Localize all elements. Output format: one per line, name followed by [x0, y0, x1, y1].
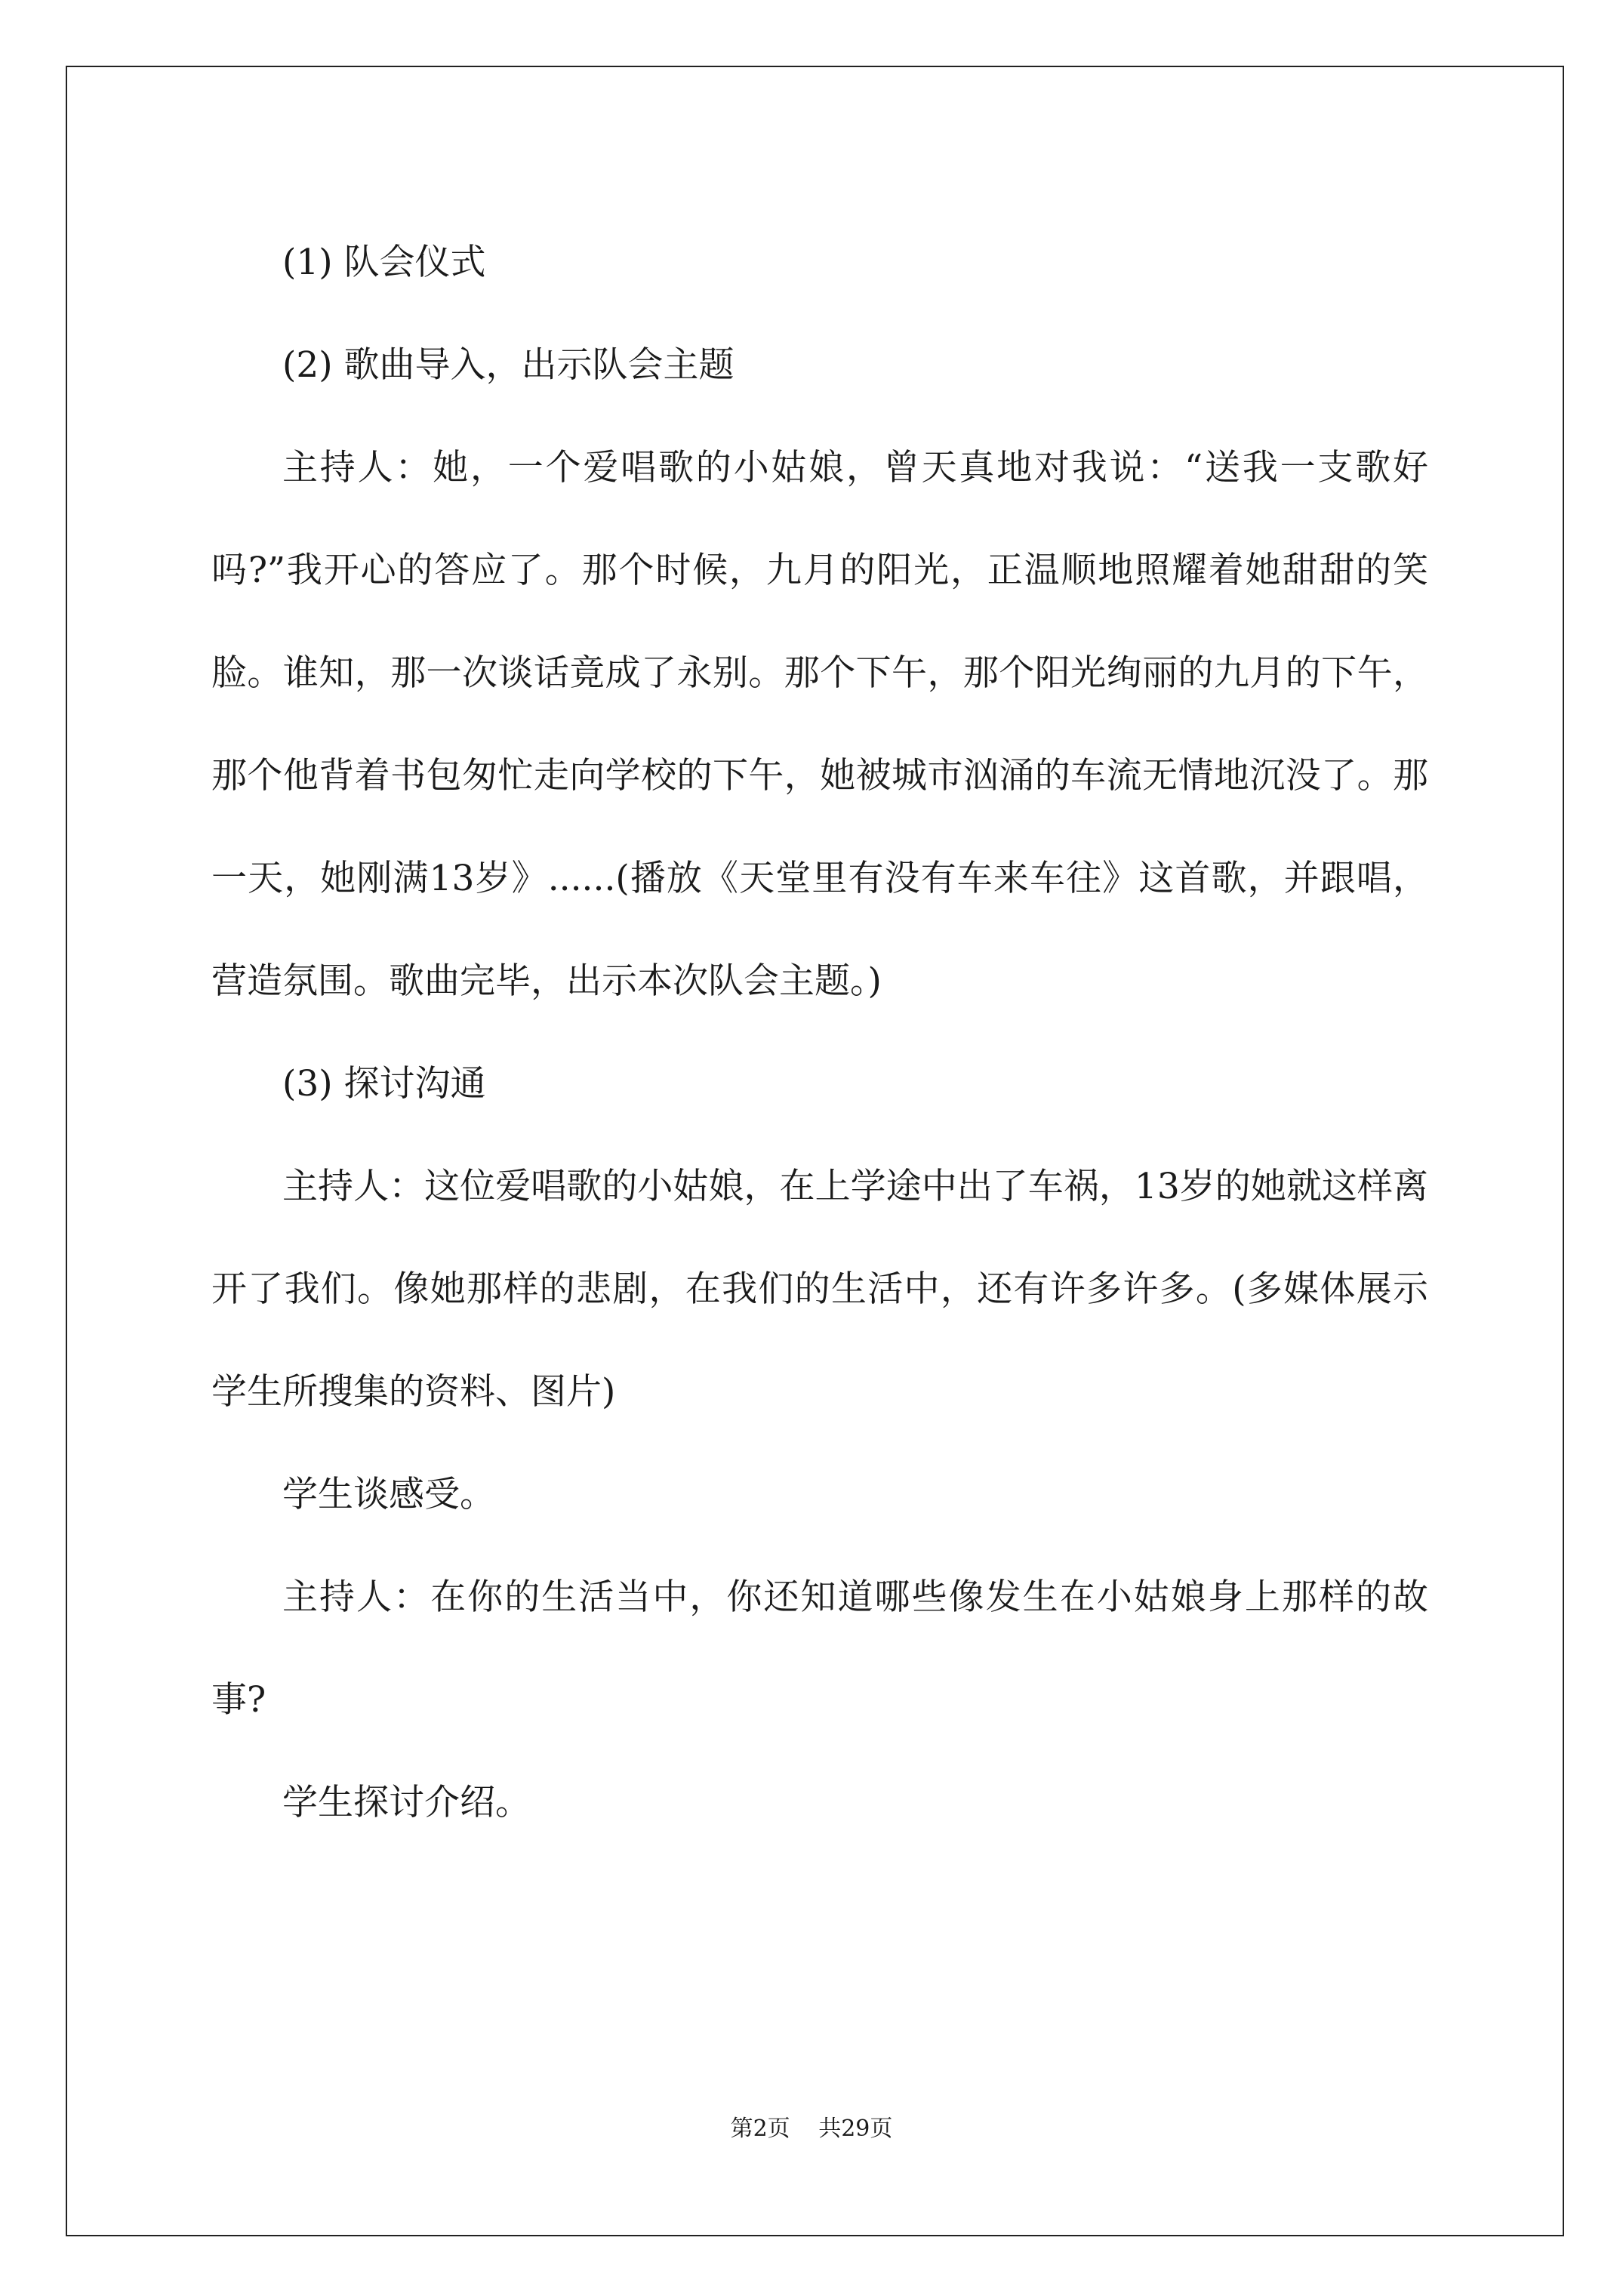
page-total: 共29页	[818, 2116, 893, 2142]
paragraph-discussion-heading: (3) 探讨沟通	[282, 1063, 486, 1105]
page-footer	[0, 2114, 1623, 2144]
paragraph-ceremony: (1) 队会仪式	[282, 242, 486, 283]
paragraph-student-intro: 学生探讨介绍。	[282, 1782, 531, 1823]
paragraph-host-story: 主持人：她，一个爱唱歌的小姑娘，曾天真地对我说：“送我一支歌好吗?”我开心的答应了。那个时候，九月的阳光，正温顺地照耀着她甜甜的笑脸。谁知，那一次谈话竟成了永别。那个下午，那个阳光绚丽的九月的下午，那个他背着书包匆忙走向学校的下午，她被城市汹涌的车流无情地沉没了。那一天，她刚满13岁》......(播放《天堂里有没有车来车往》这首歌，并跟唱，营造氛围。歌曲完毕，出示本次队会主题。)	[211, 447, 1428, 1002]
paragraph-student-feelings: 学生谈感受。	[282, 1474, 495, 1515]
paragraph-host-question: 主持人：在你的生活当中，你还知道哪些像发生在小姑娘身上那样的故事?	[211, 1576, 1428, 1721]
paragraph-host-accident: 主持人：这位爱唱歌的小姑娘，在上学途中出了车祸，13岁的她就这样离开了我们。像她那样的悲剧，在我们的生活中，还有许多许多。(多媒体展示学生所搜集的资料、图片)	[211, 1166, 1428, 1413]
document-body	[211, 211, 1428, 1854]
paragraph-song-intro: (2) 歌曲导入，出示队会主题	[282, 344, 735, 386]
page-number: 第2页	[730, 2116, 790, 2142]
